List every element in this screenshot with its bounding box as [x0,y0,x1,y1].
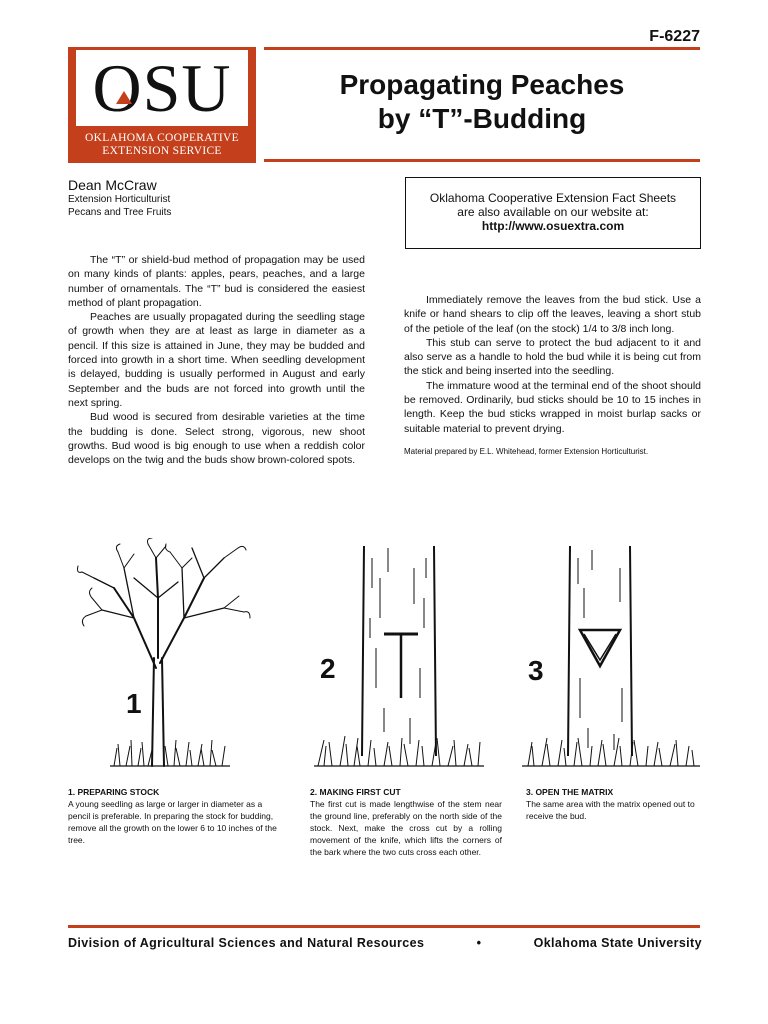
logo-subtitle [76,132,248,158]
caption-text: A young seedling as large or larger in diameter as a pencil is preferable. In preparing the stock for budding, remove all the growth on the lower 6 to 10 inches of the tree. [68,799,277,845]
illustration-number-1: 1 [126,688,142,719]
paragraph: The “T” or shield-bud method of propagation may be used on many kinds of plants: apples, pears, peaches, and a large number of ornamentals. The “T” bud is considered the easiest method of plant propagation. [68,254,365,309]
website-notice-box [405,177,701,249]
body-column-right [404,293,701,436]
caption-making-first-cut [310,786,502,858]
paragraph: Immediately remove the leaves from the bud stick. Use a knife or hand shears to clip off the leaves, leaving a short stub of the petiole of the leaf (on the stock) 1/4 to 3/8 inch long. [404,294,701,335]
caption-text: The first cut is made lengthwise of the stem near the ground line, preferably on the north side of the stock. Next, make the cross cut by a rolling movement of the knife, which lifts the corners of the bark where the two cuts cross each other. [310,799,502,857]
title-line1: Propagating Peaches [339,69,625,100]
title-line2: by “T”-Budding [377,103,587,134]
footer-university: Oklahoma State University [533,936,702,950]
paragraph: Bud wood is secured from desirable varieties at the time the budding is done. Select strong, vigorous, new shoot growths. Bud wood is big enough to use when a reddish color develops on the twig and the buds show brown-colored spots. [68,411,365,467]
footer-rule [68,925,700,928]
page-title [264,68,700,136]
caption-open-matrix [526,786,706,822]
making-first-cut-illustration [314,538,484,776]
illustration-number-3: 3 [528,655,544,686]
illustration-number-2: 2 [320,653,336,684]
website-line2: are also available on our website at: [457,205,649,219]
header-top-rule [264,47,700,50]
logo-line2: EXTENSION SERVICE [102,145,222,157]
caption-title: 1. PREPARING STOCK [68,787,160,797]
fact-sheet-number: F-6227 [649,28,700,45]
osu-extension-logo [68,47,256,163]
body-column-left [68,253,365,467]
paragraph: Peaches are usually propagated during the seedling stage of growth when they are at least as large in diameter as a pencil. If this size is attained in June, they may be budded and forced into growth in a short time. When seedling development is delayed, budding is usually performed in August and early September and the buds are not forced into growth until the next spring. [68,311,365,409]
author-role: Extension Horticulturist [68,194,171,205]
caption-text: The same area with the matrix opened out to receive the bud. [526,799,695,821]
preparing-stock-illustration [74,538,266,788]
author-department: Pecans and Tree Fruits [68,207,172,218]
footer [68,936,702,950]
open-matrix-illustration [522,538,700,776]
footer-division: Division of Agricultural Sciences and Natural Resources [68,936,425,950]
caption-title: 2. MAKING FIRST CUT [310,787,401,797]
author-name: Dean McCraw [68,177,157,193]
website-url-link[interactable]: http://www.osuextra.com [481,219,625,233]
caption-title: 3. OPEN THE MATRIX [526,787,614,797]
caption-preparing-stock [68,786,278,846]
footer-bullet: • [476,936,482,950]
logo-triangle-icon [116,91,132,104]
logo-line1: OKLAHOMA COOPERATIVE [85,132,239,144]
material-credit: Material prepared by E.L. Whitehead, former Extension Horticulturist. [404,447,649,456]
paragraph: The immature wood at the terminal end of the shoot should be removed. Ordinarily, bud sticks should be 10 to 15 inches in length. Keep the bud sticks wrapped in moist burlap sacks or suitable material to prevent drying. [404,379,701,435]
logo-letters: OSU [76,50,248,126]
header-bottom-rule [264,159,700,162]
paragraph: This stub can serve to protect the bud adjacent to it and also serve as a handle to hold the bud while it is being cut from the stick and being inserted into the seedling. [404,336,701,378]
website-line1: Oklahoma Cooperative Extension Fact Sheets [429,191,677,205]
